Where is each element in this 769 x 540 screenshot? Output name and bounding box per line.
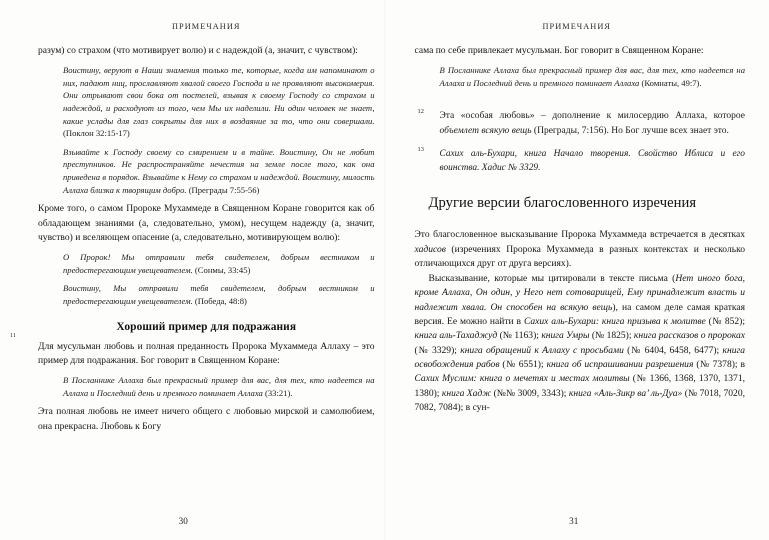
paragraph-attracts-muslims: сама по себе привлекает мусульман. Бог говорит в Священном Коране: bbox=[414, 45, 704, 56]
page-number-right: 31 bbox=[569, 516, 579, 526]
running-head-left: ПРИМЕЧАНИЯ bbox=[172, 22, 241, 31]
section-title-good-example: Хороший пример для подражания bbox=[116, 320, 297, 333]
paragraph-love-devotion: Для мусульман любовь и полная преданность Пророка Мухаммеда Аллаху – это пример для подражания. Бог говорит в Священном Коране: bbox=[38, 340, 375, 366]
quote-reference: (Комнаты, 49:7). bbox=[641, 77, 702, 88]
spacer bbox=[415, 175, 746, 195]
quran-quote-pregrady bbox=[38, 146, 375, 196]
quote-reference: (Победа, 48:8) bbox=[194, 295, 247, 306]
para3-part-l: (№ 7018, 7020, 7082, 7084); в сун- bbox=[414, 387, 745, 413]
paragraph-about-prophet: Кроме того, о самом Пророке Мухаммеде в Священном Коране говорится как об обладающем знаниями (а, следовательно, умом), несущем надежду (а, значит, чувство) и вселяющем опасение (а, следовательно, мотивирующем волю): bbox=[38, 203, 375, 243]
footnote-marker-12: 12 bbox=[417, 108, 424, 116]
right-page bbox=[385, 0, 769, 540]
quote-text: Взывайте к Господу своему со смирением и в тайне. Воистину, Он не любит преступников. Не распространяйте нечестия на земле после того, как она приведена в порядок. Взывайте к Нему со страхом и надеждой. Воистину, милость Аллаха близка к творящим добро. bbox=[63, 146, 375, 195]
para3-part-h: (№ 6551); bbox=[499, 358, 547, 370]
page-number-left: 30 bbox=[178, 516, 188, 526]
para3-quoted-phrase: Нет иного бога, кроме Аллаха, Он один, у Него нет сотоварищей, Ему принадлежит власть и надлежит хвала. Он способен на всякую вещь bbox=[414, 273, 745, 313]
right-page-content bbox=[415, 22, 746, 522]
footnote-12 bbox=[415, 109, 746, 137]
quote-reference: (Сонмы, 33:45) bbox=[194, 264, 251, 275]
source-supplications: книга обращений к Аллаху с просьбами bbox=[460, 344, 624, 356]
para3-part-d: (№ 1163); bbox=[497, 330, 542, 342]
footnote-13-text: Сахих аль-Бухари, книга Начало творения. Свойство Иблиса и его воинства. Хадис № 3329. bbox=[439, 148, 745, 174]
para3-part-j: (№ 1366, 1368, 1370, 1371, 1380); bbox=[414, 373, 745, 399]
footnote-12-text bbox=[440, 109, 746, 137]
quran-quote-33-21 bbox=[38, 374, 375, 399]
footnote-13 bbox=[415, 147, 746, 175]
quran-quote-poklon bbox=[38, 64, 375, 140]
quran-quote-sonmy bbox=[38, 251, 375, 276]
para3-part-i: (№ 7378); в bbox=[693, 358, 745, 370]
quote-text: Воистину, Мы отправили тебя свидетелем, добрым вестником и предостерегающим увещевателем. bbox=[63, 283, 375, 306]
paragraph-blessed-saying bbox=[415, 228, 746, 271]
source-muslim-mosques: Сахих Муслим: книга о мечетях и местах молитвы bbox=[414, 373, 630, 385]
margin-footnote-marker-11: 11 bbox=[10, 331, 17, 339]
quote-reference: (33:21). bbox=[265, 387, 293, 398]
running-head-right: ПРИМЕЧАНИЯ bbox=[542, 22, 611, 31]
source-tahajjud: книга аль-Тахаджуд bbox=[414, 330, 498, 342]
para3-part-e: (№ 1825); bbox=[589, 330, 634, 342]
para3-part-a: Высказывание, которые мы цитировали в тексте письма ( bbox=[428, 273, 676, 285]
source-umra: книга Умры bbox=[541, 330, 590, 342]
quote-text: В Посланнике Аллаха был прекрасный пример для вас, для тех, кто надеется на Аллаха и Последний день и премного поминает Аллаха bbox=[439, 65, 745, 88]
source-manumission: книга освобождения рабов bbox=[414, 344, 746, 370]
paragraph-complete-love: Эта полная любовь не имеет ничего общего с любовью мирской и самолюбием, она прекрасна. Любовь к Богу bbox=[38, 406, 375, 432]
paragraph-continuation: разум) со страхом (что мотивирует волю) и с надеждой (а, значит, с чувством): bbox=[38, 45, 358, 56]
para3-part-b: ), на самом деле самая краткая версия. Ее можно найти в bbox=[414, 301, 745, 328]
chapter-title-other-versions: Другие версии благословенного изречения bbox=[428, 195, 697, 212]
para3-part-g: (№ 6404, 6458, 6477); bbox=[623, 344, 723, 356]
spacer bbox=[415, 95, 746, 100]
para3-part-c: (№ 852); bbox=[705, 316, 746, 328]
source-bukhari-prayer-call: Сахих аль-Бухари: книга призыва к молитве bbox=[523, 316, 706, 328]
source-dhikr-dua: книга «Аль-Зикр ва’ ль-Дуа» bbox=[568, 387, 683, 399]
para3-part-k: (№№ 3009, 3343); bbox=[491, 387, 569, 399]
para2-part-a: Это благословенное высказывание Пророка Мухаммеда встречается в десятках bbox=[414, 229, 745, 241]
quote-text: В Посланнике Аллаха был прекрасный пример для вас, для тех, кто надеется на Аллаха и Последний день и премного поминает Аллаха bbox=[63, 375, 375, 398]
para3-part-f: (№ 3329); bbox=[414, 344, 461, 356]
footnote-12-emphasis: объемлет всякую вещь bbox=[439, 125, 532, 136]
para2-term-hadith: хадисов bbox=[414, 243, 446, 255]
source-permission: книга об испрашивании разрешения bbox=[546, 358, 694, 370]
footnote-12-part-a: Эта «особая любовь» – дополнение к милосердию Аллаха, которое bbox=[439, 111, 745, 122]
paragraph-sources-list bbox=[415, 272, 746, 415]
quote-reference: (Преграды 7:55-56) bbox=[188, 184, 260, 195]
footnote-12-part-b: (Преграды, 7:156). Но Бог лучше всех знает это. bbox=[531, 125, 729, 136]
left-page-content bbox=[10, 22, 375, 522]
quran-quote-komnaty bbox=[415, 64, 746, 89]
para2-part-b: (изречениях Пророка Мухаммеда в разных контекстах и несколько отличающихся друг от друга версиях). bbox=[414, 243, 745, 269]
quote-text: О Пророк! Мы отправили тебя свидетелем, добрым вестником и предостерегающим увещевателем. bbox=[63, 252, 375, 275]
source-prophets-stories: книга рассказов о пророках bbox=[633, 330, 745, 342]
quote-reference: (Поклон 32:15-17) bbox=[63, 128, 130, 139]
source-hajj: книга Хадж bbox=[441, 387, 492, 399]
footnote-marker-13: 13 bbox=[417, 145, 424, 153]
quote-text: Воистину, веруют в Наши знамения только те, которые, когда им напоминают о них, падают ниц, прославляют хвалой своего Господа и не проявляют высокомерия. Они отрывают свои бока от постелей, взывая к своему Господу со страхом и надеждой, и расходуют из того, чем Мы их наделили. Ни один человек не знает, какие услады для глаз сокрыты для них в воздаяние за то, что они совершали. bbox=[63, 65, 375, 126]
quran-quote-pobeda bbox=[38, 282, 375, 307]
